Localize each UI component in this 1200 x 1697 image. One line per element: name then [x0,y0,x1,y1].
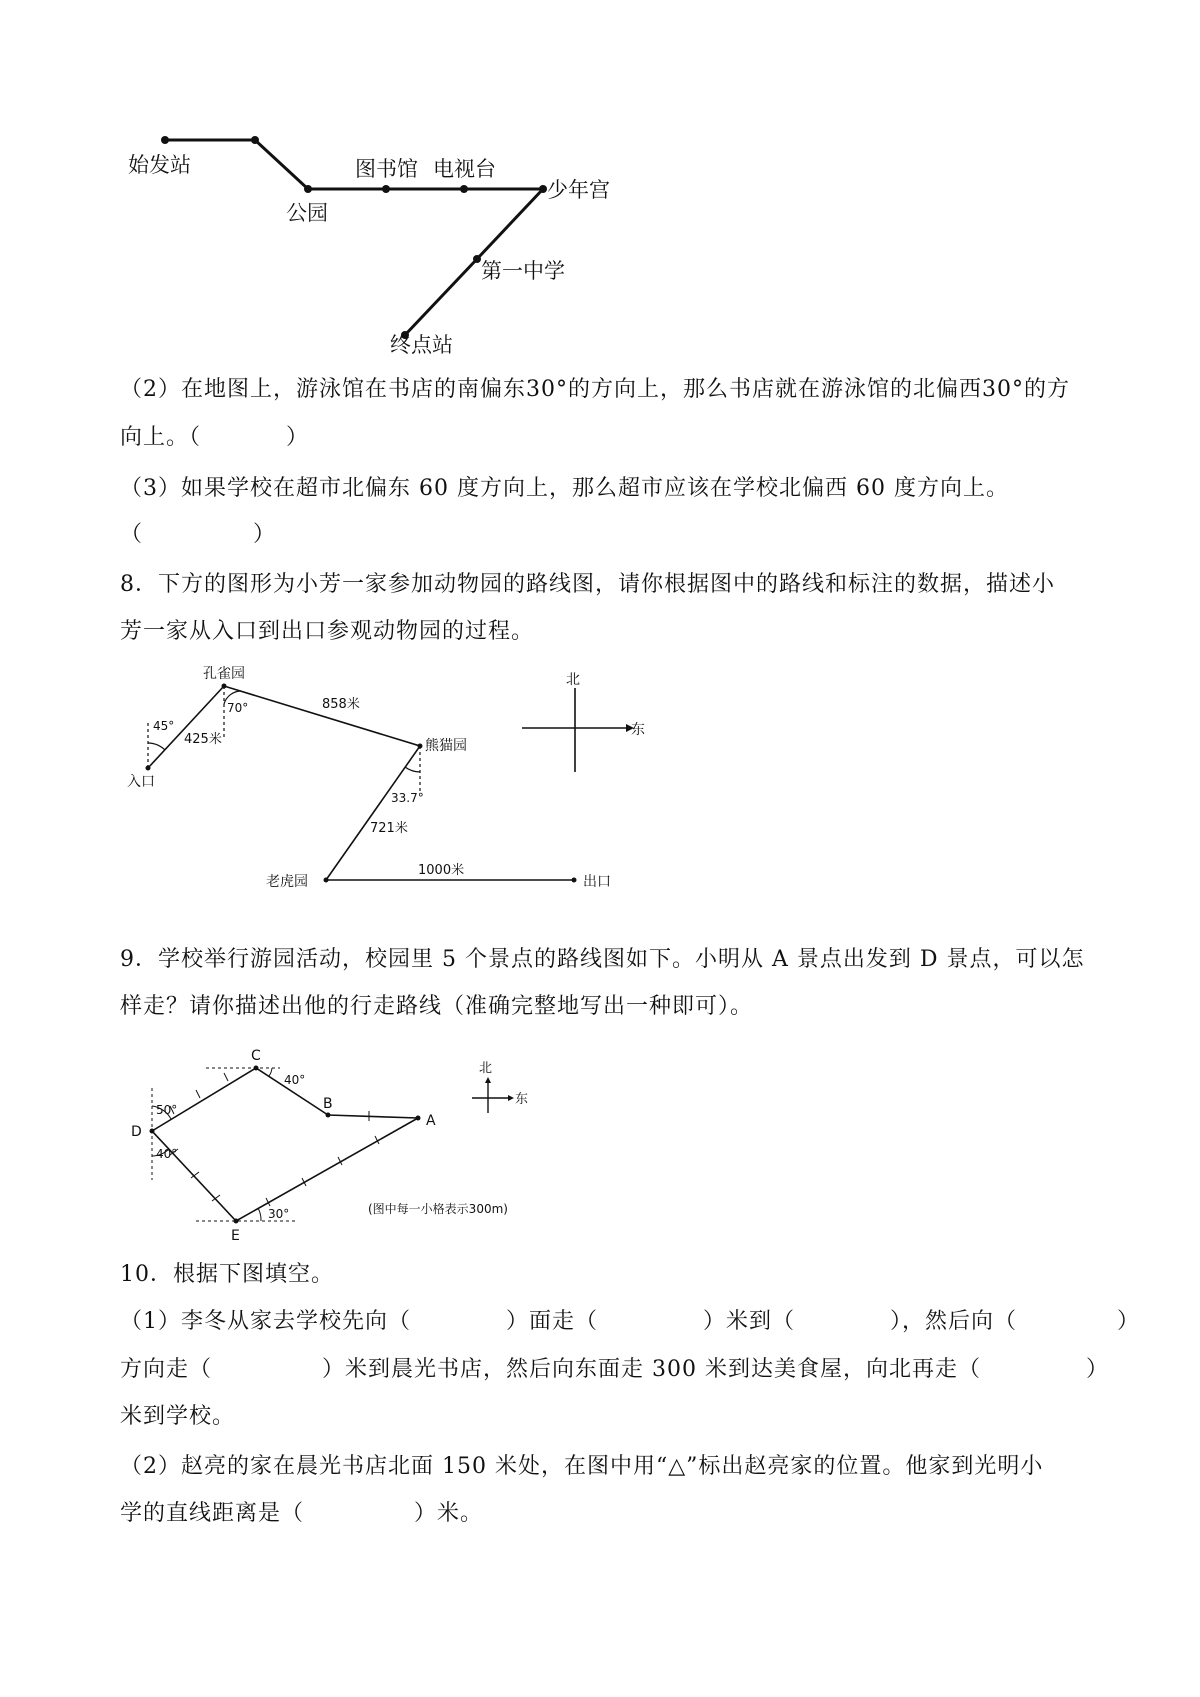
q7-2-line2 [120,423,1100,453]
park-label-c: C [251,1048,261,1064]
zoo-angle-arc-panda [405,767,420,772]
compass-east-label: 东 [515,1092,529,1107]
park-label-a: A [426,1113,436,1129]
q10-1-text: ）米到晨光书店，然后向东面走 300 米到达美食屋，向北再走（ [322,1357,981,1382]
zoo-distance-1000: 1000米 [418,863,465,878]
route-dot-school [473,255,481,263]
q8-line1: 8．下方的图形为小芳一家参加动物园的路线图，请你根据图中的路线和标注的数据，描述小 [120,572,1056,597]
zoo-angle-70: 70° [227,701,249,715]
compass-north-label: 北 [566,672,580,688]
park-dot-e [234,1219,239,1224]
park-route-line [152,1068,418,1221]
zoo-compass [522,672,645,772]
zoo-angle-33: 33.7° [391,791,424,805]
q7-3-text-b: ） [253,522,277,547]
q9-line2: 样走？请你描述出他的行走路线（准确完整地写出一种即可）。 [120,994,754,1019]
route-dot-tv [460,185,468,193]
q7-3-line1: （3）如果学校在超市北偏东 60 度方向上，那么超市应该在学校北偏西 60 度方向上。 [120,476,1009,501]
route-dot-youth-palace [539,185,547,193]
route-dot-library [382,185,390,193]
zoo-distance-721: 721米 [370,821,408,836]
zoo-label-panda: 熊猫园 [425,738,467,754]
park-arc-e [258,1208,261,1221]
park-dot-c [254,1066,259,1071]
park-dot-b [326,1113,331,1118]
zoo-dot-panda [418,744,423,749]
park-angle-e: 30° [268,1207,290,1221]
zoo-route-line [148,686,574,880]
park-dot-d [150,1129,155,1134]
zoo-angle-45: 45° [153,719,175,733]
zoo-dot-tiger [324,878,329,883]
park-angle-d-top: 50° [156,1103,178,1117]
zoo-distance-858: 858米 [322,697,360,712]
route-map [128,136,610,357]
stop-label-library: 图书馆 [355,157,418,181]
q10-2-line1: （2）赵亮的家在晨光书店北面 150 米处，在图中用“△”标出赵亮家的位置。他家到光明小 [120,1454,1044,1479]
zoo-label-tiger: 老虎园 [266,874,308,890]
q7-2-text-a: 向上。（ [120,425,202,450]
stop-label-park: 公园 [286,201,328,225]
stop-label-tv: 电视台 [433,157,496,181]
park-tick-marks [170,1073,379,1206]
q10-2-text: ）米。 [414,1501,484,1526]
zoo-map [127,665,645,890]
zoo-label-peacock: 孔雀园 [203,666,245,682]
q10-1-text: ） [1086,1357,1110,1382]
park-map [131,1048,528,1244]
q7-2-text-b: ） [286,425,310,450]
compass-north-label: 北 [479,1061,493,1076]
q7-3-text-a: （ [120,522,144,547]
q10-1-text: （1）李冬从家去学校先向（ [120,1309,411,1334]
park-scale-note: (图中每一小格表示300m) [368,1202,508,1216]
q10-1-line2 [120,1355,1110,1385]
stop-label-end: 终点站 [390,333,453,357]
park-angle-c: 40° [284,1073,306,1087]
route-dot-start [161,136,169,144]
park-label-d: D [131,1124,142,1140]
compass-east-arrow-icon [508,1095,514,1101]
park-label-e: E [231,1228,240,1244]
park-compass [472,1061,528,1113]
park-angle-d-bottom: 40° [156,1147,178,1161]
zoo-label-exit: 出口 [583,874,611,890]
compass-north-arrow-icon [485,1077,491,1083]
q10-1-text: 方向走（ [120,1357,213,1382]
park-label-b: B [323,1096,333,1112]
q8-line2: 芳一家从入口到出口参观动物园的过程。 [120,619,535,644]
q10-1-line1 [120,1307,1141,1337]
zoo-distance-425: 425米 [184,732,222,747]
zoo-dot-entrance [146,766,151,771]
compass-east-label: 东 [631,722,645,738]
zoo-dot-peacock [222,684,227,689]
stop-label-youth-palace: 少年宫 [547,178,610,202]
q10-title: 10．根据下图填空。 [120,1262,334,1287]
q10-1-text: ），然后向（ [890,1309,1018,1334]
q10-1-text: ） [1117,1309,1141,1334]
q10-1-text: ）米到（ [703,1309,796,1334]
park-dot-a [416,1116,421,1121]
park-arc-c [269,1068,272,1076]
q10-2-line2 [120,1499,1100,1529]
route-dot-park [304,185,312,193]
q10-2-text: 学的直线距离是（ [120,1501,305,1526]
zoo-angle-arc-entrance [148,743,165,750]
q7-3-line2 [120,520,1100,550]
stop-label-start: 始发站 [128,153,191,177]
route-dot [251,136,259,144]
zoo-dot-exit [572,878,577,883]
q9-line1: 9．学校举行游园活动，校园里 5 个景点的路线图如下。小明从 A 景点出发到 D 景点，可以怎 [120,947,1085,972]
q7-2-line1: （2）在地图上，游泳馆在书店的南偏东30°的方向上，那么书店就在游泳馆的北偏西30°的方 [120,377,1070,402]
stop-label-school: 第一中学 [481,259,565,283]
q10-1-text: ）面走（ [506,1309,599,1334]
q10-1-line3: 米到学校。 [120,1404,236,1429]
zoo-label-entrance: 入口 [127,774,155,790]
